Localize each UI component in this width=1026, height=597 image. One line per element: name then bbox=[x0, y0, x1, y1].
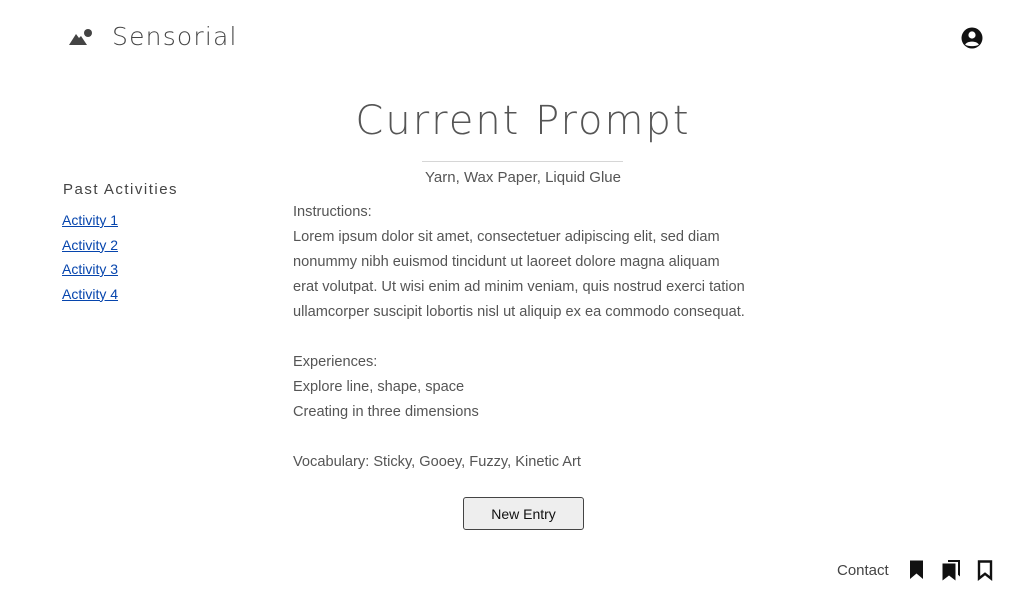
bookmarks-icon[interactable] bbox=[941, 559, 961, 581]
list-item bbox=[62, 261, 178, 286]
experience-item: Creating in three dimensions bbox=[293, 404, 479, 420]
spacer bbox=[293, 325, 773, 350]
spacer bbox=[293, 425, 773, 450]
instructions-line: nonummy nibh euismod tincidunt ut laoreet dolore magna aliquam bbox=[293, 254, 720, 270]
contact-link[interactable]: Contact bbox=[837, 561, 889, 579]
new-entry-button[interactable]: New Entry bbox=[463, 497, 584, 530]
vocabulary-text: Vocabulary: Sticky, Gooey, Fuzzy, Kinetic Art bbox=[293, 454, 581, 470]
list-item bbox=[62, 286, 178, 311]
activity-link[interactable]: Activity 1 bbox=[62, 212, 119, 228]
user-circle-icon[interactable] bbox=[961, 27, 983, 49]
page-title: Current Prompt bbox=[355, 98, 691, 144]
brand[interactable] bbox=[68, 22, 238, 51]
list-item bbox=[62, 212, 178, 237]
instructions-line: erat volutpat. Ut wisi enim ad minim veniam, quis nostrud exerci tation bbox=[293, 279, 745, 295]
experiences-label: Experiences: bbox=[293, 354, 378, 370]
instructions-line: Lorem ipsum dolor sit amet, consectetuer adipiscing elit, sed diam bbox=[293, 229, 720, 245]
activity-list bbox=[62, 212, 178, 310]
list-item bbox=[62, 237, 178, 262]
footer bbox=[837, 559, 995, 581]
bookmark-filled-icon[interactable] bbox=[907, 559, 927, 581]
experience-item: Explore line, shape, space bbox=[293, 379, 465, 395]
title-divider bbox=[422, 161, 623, 162]
activity-link[interactable]: Activity 3 bbox=[62, 261, 119, 277]
sidebar-heading: Past Activities bbox=[63, 181, 179, 198]
instructions-line: ullamcorper suscipit lobortis nisl ut aliquip ex ea commodo consequat. bbox=[293, 304, 745, 320]
instructions-label: Instructions: bbox=[293, 204, 372, 220]
prompt-content bbox=[293, 200, 773, 475]
past-activities-sidebar bbox=[62, 181, 178, 310]
activity-link[interactable]: Activity 2 bbox=[62, 236, 119, 253]
brand-name: Sensorial bbox=[112, 22, 238, 51]
materials-subtitle: Yarn, Wax Paper, Liquid Glue bbox=[425, 169, 621, 186]
mountain-sun-icon bbox=[68, 28, 94, 46]
bookmark-outline-icon[interactable] bbox=[975, 559, 995, 581]
activity-link[interactable]: Activity 4 bbox=[62, 285, 119, 302]
